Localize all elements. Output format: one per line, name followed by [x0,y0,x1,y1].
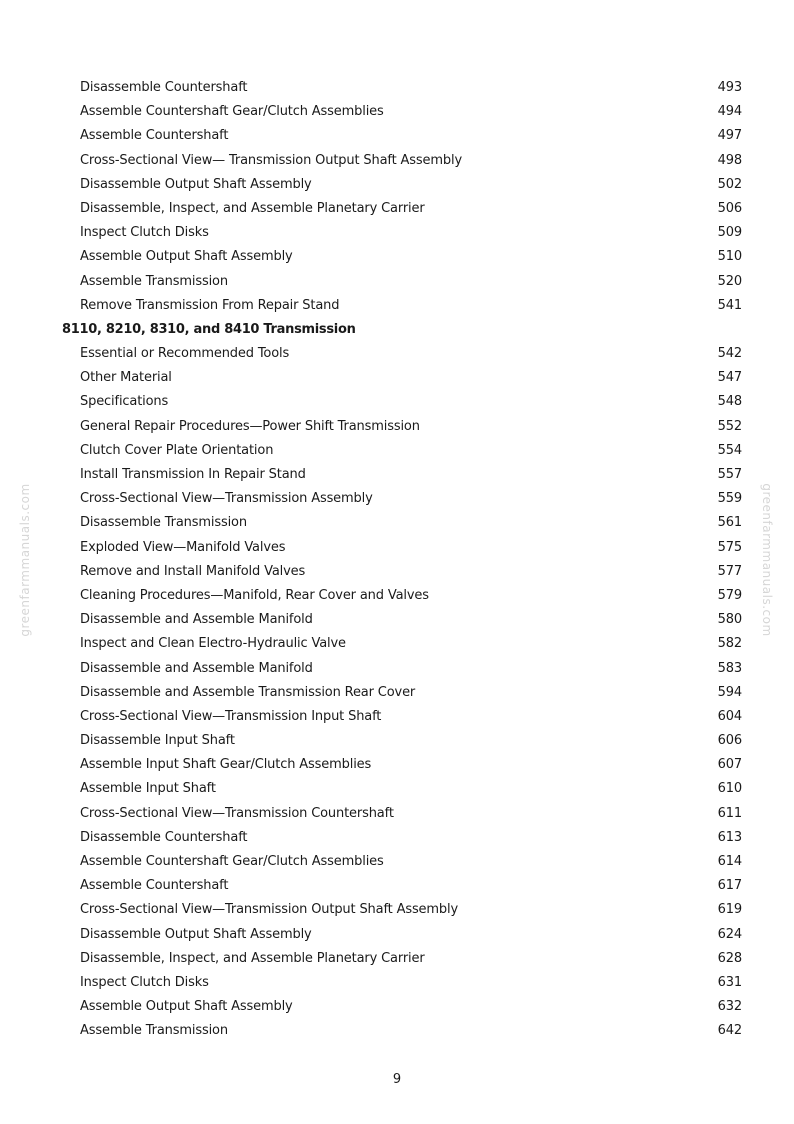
toc-entry-title: Remove and Install Manifold Valves [80,563,306,579]
toc-entry-title: Install Transmission In Repair Stand [80,467,306,482]
toc-entry-title: Cross-Sectional View—Transmission Output Shaft Assembly [80,902,459,918]
toc-entry[interactable] [0,608,794,632]
toc-entry[interactable] [0,390,794,414]
toc-entry-title: Assemble Transmission [80,273,228,289]
toc-entry[interactable] [0,100,794,124]
toc-entry-page: 579 [717,587,742,603]
toc-entry-title: 8110, 8210, 8310, and 8410 Transmission [62,321,356,337]
toc-entry[interactable] [0,149,794,173]
toc-entry-page: 583 [717,660,742,676]
toc-entry-title: Cross-Sectional View—Transmission Input Shaft [80,708,382,724]
toc-entry-page: 614 [717,854,742,869]
toc-entry-page: 594 [717,684,742,700]
toc-entry[interactable] [0,777,794,801]
toc-entry[interactable] [0,898,794,922]
toc-entry-title: Other Material [80,370,172,386]
toc-entry-page: 561 [717,515,742,531]
toc-entry-title: Assemble Countershaft Gear/Clutch Assemblies [80,854,384,869]
toc-entry[interactable] [0,995,794,1019]
toc-entry[interactable] [0,463,794,487]
toc-entry-title: Specifications [80,394,169,410]
toc-entry-title: Disassemble and Assemble Transmission Rear Cover [80,684,416,700]
toc-entry-page: 502 [717,176,742,192]
toc-entry[interactable] [0,681,794,705]
toc-entry[interactable] [0,826,794,850]
toc-entry[interactable] [0,971,794,995]
toc-entry[interactable] [0,632,794,656]
toc-entry-page: 575 [717,539,742,555]
toc-entry[interactable] [0,294,794,318]
toc-entry[interactable] [0,366,794,390]
toc-entry-title: Assemble Countershaft [80,878,229,894]
toc-entry[interactable] [0,1019,794,1043]
toc-entry-page: 552 [717,418,742,434]
table-of-contents [0,76,794,1044]
toc-entry-title: Cleaning Procedures—Manifold, Rear Cover and Valves [80,587,429,603]
toc-entry[interactable] [0,753,794,777]
toc-entry-title: Inspect Clutch Disks [80,974,209,990]
toc-entry[interactable] [0,197,794,221]
toc-entry[interactable] [0,560,794,584]
toc-entry-title: Assemble Input Shaft Gear/Clutch Assemblies [80,757,372,773]
toc-entry[interactable] [0,221,794,245]
toc-entry-title: Disassemble, Inspect, and Assemble Planetary Carrier [80,200,425,216]
toc-entry-page: 631 [717,974,742,990]
toc-entry-page: 580 [717,612,742,628]
toc-entry-title: Assemble Countershaft [80,128,229,144]
toc-entry-title: Remove Transmission From Repair Stand [80,297,340,313]
toc-entry-page: 520 [717,273,742,289]
toc-entry-page: 506 [717,200,742,216]
toc-entry[interactable] [0,947,794,971]
watermark-left: greenfarmmanuals.com [18,483,32,637]
toc-entry[interactable] [0,584,794,608]
toc-entry-page: 619 [717,902,742,918]
toc-entry-page: 606 [717,733,742,749]
toc-entry-page: 557 [717,467,742,482]
toc-entry-title: Disassemble Transmission [80,515,247,531]
toc-entry-title: Assemble Transmission [80,1023,228,1039]
toc-section-heading [0,318,794,342]
toc-entry-title: Clutch Cover Plate Orientation [80,442,274,458]
toc-entry-title: Exploded View—Manifold Valves [80,539,286,555]
toc-entry-title: Disassemble Input Shaft [80,733,235,749]
toc-entry[interactable] [0,173,794,197]
toc-entry-page: 613 [717,829,742,845]
toc-entry-page: 554 [717,442,742,458]
toc-entry-page: 542 [717,346,742,362]
toc-entry[interactable] [0,874,794,898]
toc-entry-page: 577 [717,563,742,579]
toc-entry-page: 541 [717,297,742,313]
toc-entry-title: Essential or Recommended Tools [80,346,290,362]
toc-entry-title: Assemble Input Shaft [80,781,216,797]
toc-entry[interactable] [0,729,794,753]
toc-entry-page: 624 [717,926,742,942]
toc-entry-page: 498 [717,152,742,168]
toc-entry[interactable] [0,923,794,947]
toc-entry-page: 510 [717,249,742,265]
toc-entry-title: Assemble Output Shaft Assembly [80,249,293,265]
toc-entry-page: 582 [717,636,742,652]
toc-entry[interactable] [0,270,794,294]
page-number: 9 [392,1072,402,1087]
toc-entry-title: Assemble Output Shaft Assembly [80,999,293,1015]
toc-entry-page: 642 [717,1023,742,1039]
toc-entry-page: 559 [717,491,742,507]
toc-entry[interactable] [0,511,794,535]
toc-entry-title: General Repair Procedures—Power Shift Transmission [80,418,420,434]
toc-entry-page: 497 [717,128,742,144]
toc-entry-page: 611 [717,805,742,821]
toc-entry-title: Inspect and Clean Electro-Hydraulic Valve [80,636,346,652]
toc-entry[interactable] [0,850,794,874]
toc-entry[interactable] [0,657,794,681]
toc-entry-title: Inspect Clutch Disks [80,225,209,241]
toc-entry-page: 494 [717,104,742,120]
toc-entry[interactable] [0,536,794,560]
toc-entry-page: 607 [717,757,742,773]
toc-entry-title: Disassemble Output Shaft Assembly [80,926,312,942]
toc-entry-page: 493 [717,80,742,95]
toc-entry-page: 604 [717,708,742,724]
toc-entry-page: 628 [717,950,742,966]
toc-entry[interactable] [0,245,794,269]
toc-entry[interactable] [0,439,794,463]
toc-entry-title: Disassemble and Assemble Manifold [80,660,313,676]
toc-entry-page: 509 [717,225,742,241]
toc-entry[interactable] [0,124,794,148]
toc-entry-title: Cross-Sectional View— Transmission Output Shaft Assembly [80,152,463,168]
toc-entry[interactable] [0,802,794,826]
toc-entry-title: Disassemble Output Shaft Assembly [80,176,312,192]
toc-entry[interactable] [0,705,794,729]
watermark-right: greenfarmmanuals.com [760,483,774,637]
toc-entry-title: Disassemble Countershaft [80,80,248,95]
toc-entry-page: 617 [717,878,742,894]
toc-entry-page: 548 [717,394,742,410]
toc-entry-title: Disassemble and Assemble Manifold [80,612,313,628]
toc-entry[interactable] [0,76,794,100]
toc-entry-title: Disassemble, Inspect, and Assemble Planetary Carrier [80,950,425,966]
toc-entry-title: Assemble Countershaft Gear/Clutch Assemblies [80,104,384,120]
toc-entry[interactable] [0,487,794,511]
toc-entry-page: 610 [717,781,742,797]
toc-entry[interactable] [0,415,794,439]
toc-entry-page: 547 [717,370,742,386]
toc-entry[interactable] [0,342,794,366]
toc-entry-title: Cross-Sectional View—Transmission Assembly [80,491,373,507]
toc-entry-page: 632 [717,999,742,1015]
toc-entry-title: Cross-Sectional View—Transmission Countershaft [80,805,394,821]
toc-entry-title: Disassemble Countershaft [80,829,248,845]
